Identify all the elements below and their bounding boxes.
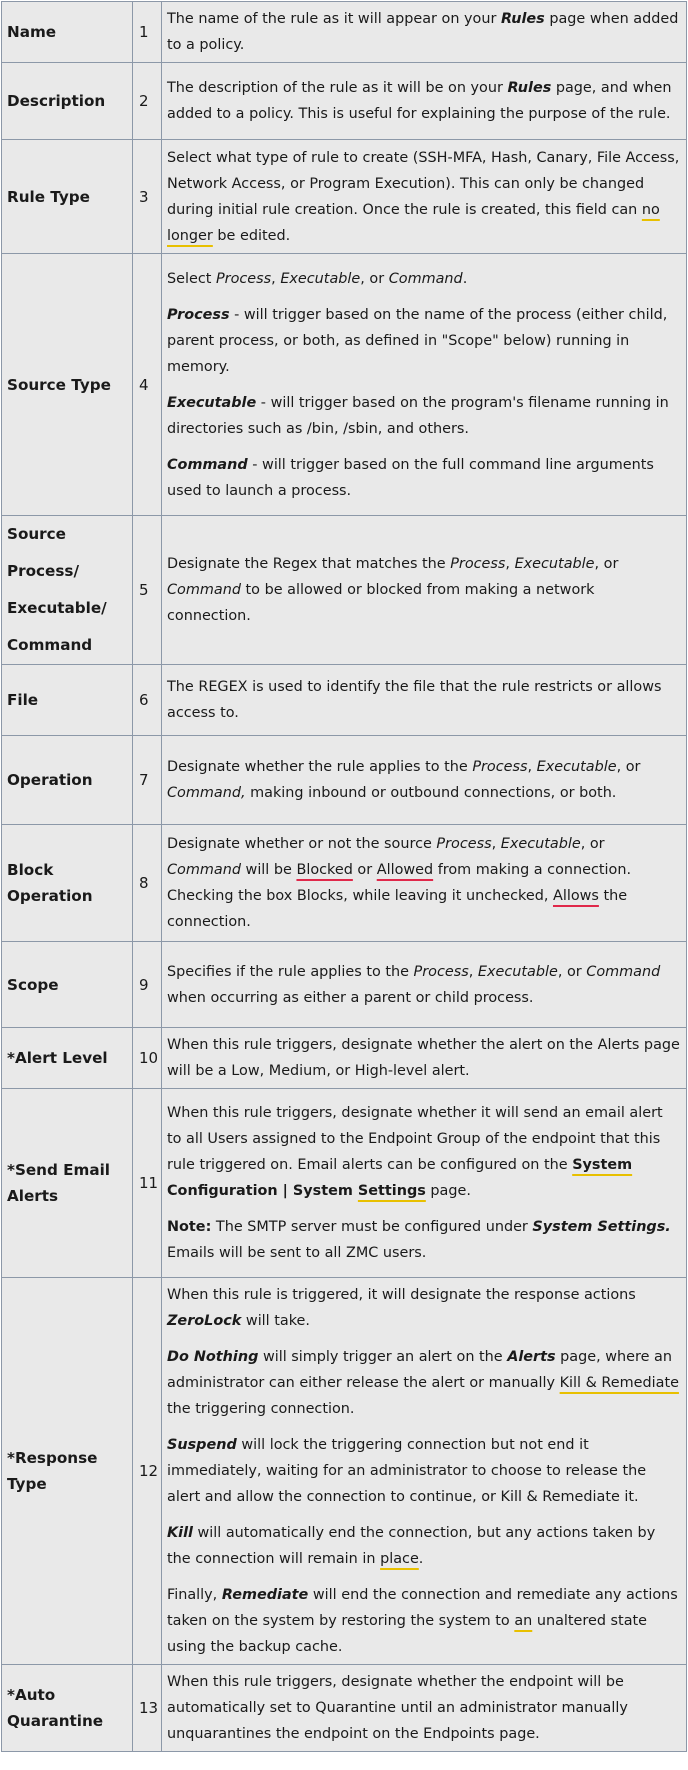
field-description: Designate whether or not the source Process, Executable, or Command will be Blocked or Allowed from making a connection. Checking the box Blocks, while leaving it unchecked, Allows the connection. bbox=[162, 825, 687, 942]
table-row bbox=[2, 516, 687, 665]
table-row bbox=[2, 63, 687, 140]
field-number: 10 bbox=[133, 1028, 162, 1089]
field-description: Select what type of rule to create (SSH-MFA, Hash, Canary, File Access, Network Access, or Program Execution). This can only be changed during initial rule creation. Once the rule is created, this field can no longer be edited. bbox=[162, 140, 687, 254]
field-number: 8 bbox=[133, 825, 162, 942]
field-number: 3 bbox=[133, 140, 162, 254]
table-row bbox=[2, 1028, 687, 1089]
paragraph: Process - will trigger based on the name of the process (either child, parent process, or both, as defined in "Scope" below) running in memory. bbox=[167, 306, 668, 375]
field-number: 5 bbox=[133, 516, 162, 665]
field-description bbox=[162, 1089, 687, 1278]
paragraph: Suspend will lock the triggering connection but not end it immediately, waiting for an administrator to choose to release the alert and allow the connection to continue, or Kill & Remediate it. bbox=[167, 1437, 647, 1505]
table-row bbox=[2, 665, 687, 736]
paragraph: Executable - will trigger based on the program's filename running in directories such as /bin, /sbin, and others. bbox=[167, 394, 669, 437]
field-description: The name of the rule as it will appear on your Rules page when added to a policy. bbox=[162, 2, 687, 63]
field-number: 9 bbox=[133, 942, 162, 1028]
field-description: Designate whether the rule applies to the Process, Executable, or Command, making inbound or outbound connections, or both. bbox=[162, 736, 687, 825]
field-description: The REGEX is used to identify the file that the rule restricts or allows access to. bbox=[162, 665, 687, 736]
field-number: 4 bbox=[133, 254, 162, 516]
paragraph: Kill will automatically end the connection, but any actions taken by the connection will remain in place. bbox=[167, 1525, 656, 1567]
field-name: Rule Type bbox=[2, 140, 133, 254]
field-name: Description bbox=[2, 63, 133, 140]
table-row bbox=[2, 140, 687, 254]
paragraph: When this rule is triggered, it will designate the response actions ZeroLock will take. bbox=[167, 1287, 636, 1329]
field-number: 11 bbox=[133, 1089, 162, 1278]
table-row bbox=[2, 736, 687, 825]
table-row bbox=[2, 1089, 687, 1278]
field-name: *Response Type bbox=[2, 1278, 133, 1665]
field-number: 7 bbox=[133, 736, 162, 825]
paragraph: Note: The SMTP server must be configured under System Settings. Emails will be sent to all ZMC users. bbox=[167, 1219, 671, 1261]
field-name: Name bbox=[2, 2, 133, 63]
field-number: 1 bbox=[133, 2, 162, 63]
field-number: 13 bbox=[133, 1665, 162, 1752]
field-name: File bbox=[2, 665, 133, 736]
field-description: The description of the rule as it will be on your Rules page, and when added to a policy. This is useful for explaining the purpose of the rule. bbox=[162, 63, 687, 140]
field-number: 6 bbox=[133, 665, 162, 736]
table-row bbox=[2, 1665, 687, 1752]
paragraph: Command - will trigger based on the full command line arguments used to launch a process. bbox=[167, 456, 654, 499]
paragraph: Finally, Remediate will end the connection and remediate any actions taken on the system by restoring the system to an unaltered state using the backup cache. bbox=[167, 1587, 678, 1655]
field-description: Specifies if the rule applies to the Process, Executable, or Command when occurring as either a parent or child process. bbox=[162, 942, 687, 1028]
field-description: Designate the Regex that matches the Process, Executable, or Command to be allowed or blocked from making a network connection. bbox=[162, 516, 687, 665]
paragraph: Select Process, Executable, or Command. bbox=[167, 270, 468, 287]
rule-fields-table bbox=[1, 1, 687, 1752]
field-number: 12 bbox=[133, 1278, 162, 1665]
field-name: *Send Email Alerts bbox=[2, 1089, 133, 1278]
field-name: Block Operation bbox=[2, 825, 133, 942]
field-description bbox=[162, 1278, 687, 1665]
field-description bbox=[162, 254, 687, 516]
field-name: Source Type bbox=[2, 254, 133, 516]
field-description: When this rule triggers, designate whether the alert on the Alerts page will be a Low, Medium, or High-level alert. bbox=[162, 1028, 687, 1089]
table-row bbox=[2, 825, 687, 942]
paragraph: Do Nothing will simply trigger an alert on the Alerts page, where an administrator can either release the alert or manually Kill & Remediate the triggering connection. bbox=[167, 1349, 679, 1417]
field-name: Source Process/ Executable/ Command bbox=[2, 516, 133, 665]
table-row bbox=[2, 942, 687, 1028]
table-row bbox=[2, 2, 687, 63]
field-name: *Auto Quarantine bbox=[2, 1665, 133, 1752]
field-name: Operation bbox=[2, 736, 133, 825]
table-row bbox=[2, 1278, 687, 1665]
field-number: 2 bbox=[133, 63, 162, 140]
table-row bbox=[2, 254, 687, 516]
field-name: *Alert Level bbox=[2, 1028, 133, 1089]
field-name: Scope bbox=[2, 942, 133, 1028]
paragraph: When this rule triggers, designate whether it will send an email alert to all Users assigned to the Endpoint Group of the endpoint that this rule triggered on. Email alerts can be configured on the System Configuration | System Settings page. bbox=[167, 1105, 663, 1199]
field-description: When this rule triggers, designate whether the endpoint will be automatically set to Quarantine until an administrator manually unquarantines the endpoint on the Endpoints page. bbox=[162, 1665, 687, 1752]
